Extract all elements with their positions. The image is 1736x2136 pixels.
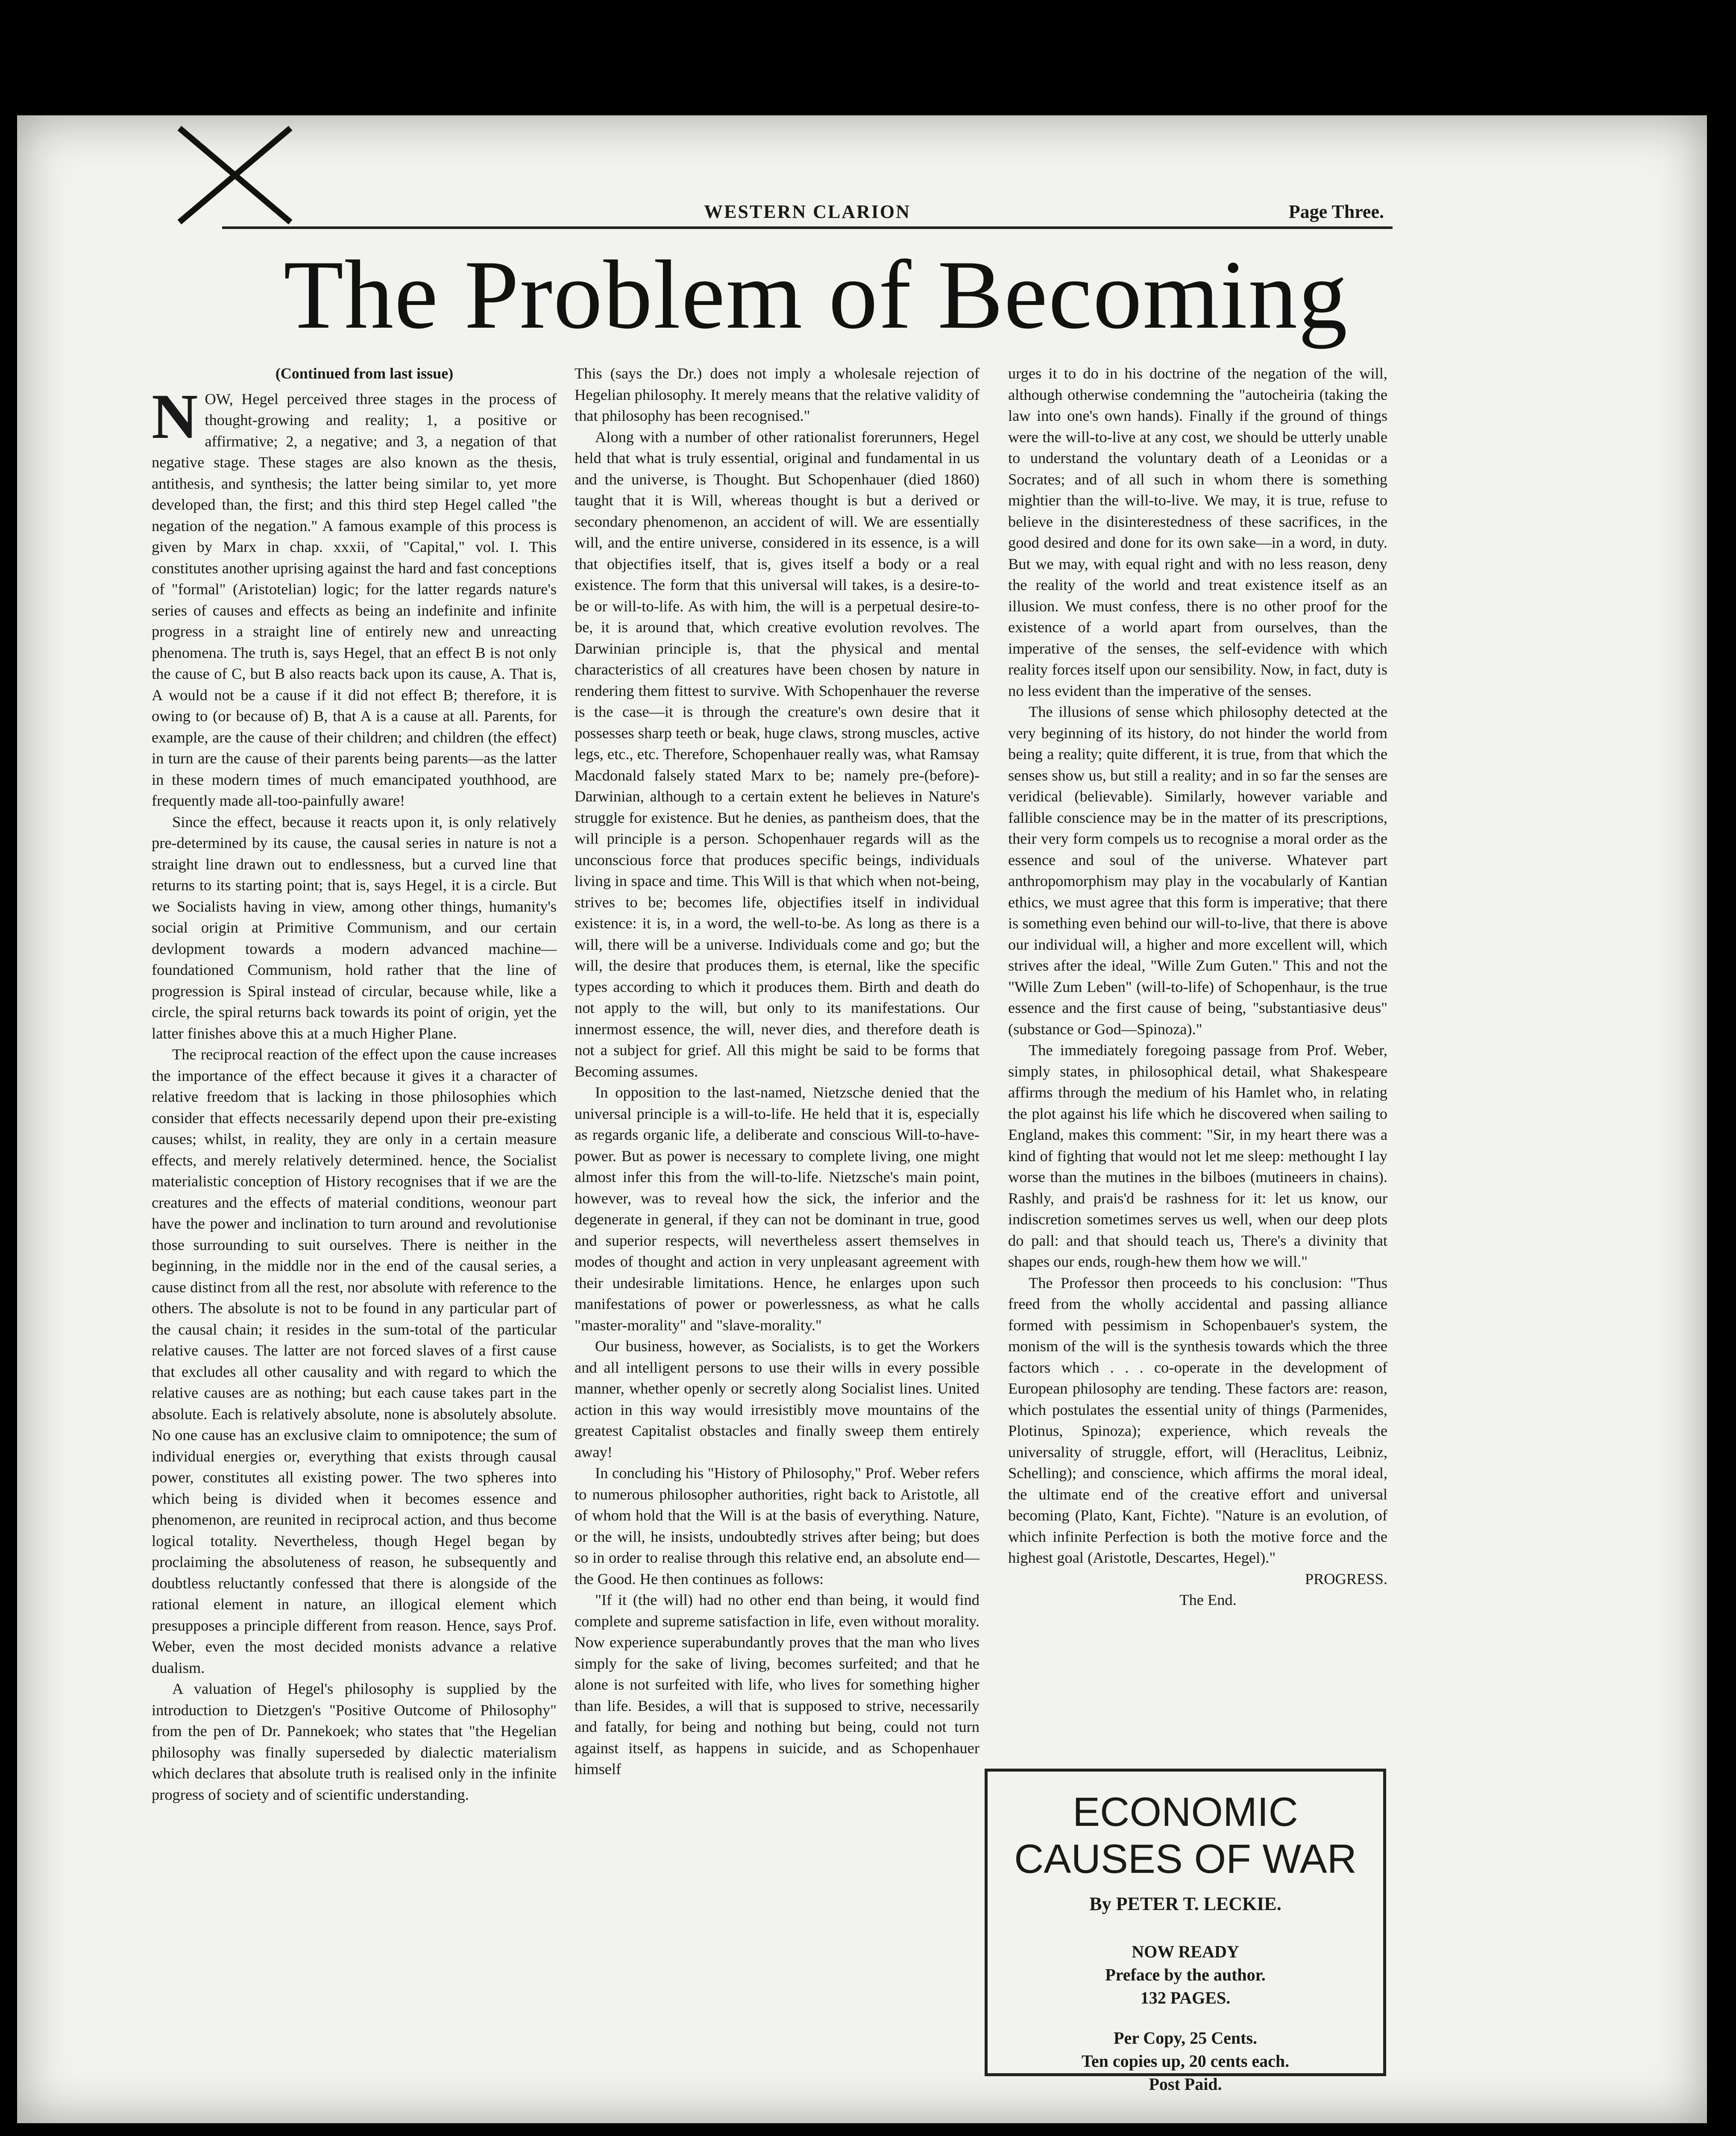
advertisement-frame [985, 1769, 1386, 2094]
paragraph-text: OW, Hegel perceived three stages in the process of thought-growing and reality; 1, a positive or affirmative; 2, a negative; and 3, a negation of that negative stage. These stages are also known as the thesis, antithesis, and synthesis; the latter being similar to, yet more developed than, the first; and this third step Hegel called "the negation of the negation." A famous example of this process is given by Marx in chap. xxxii, of "Capital," vol. I. This constitutes another uprising against the hard and fast conceptions of "formal" (Aristotelian) logic; for the latter regards nature's series of causes and effects as being an indefinite and infinite progress in a straight line of entirely new and unreacting phenomena. The truth is, says Hegel, that an effect B is not only the cause of C, but B also reacts back upon its cause, A. That is, A would not be a cause if it did not effect B; therefore, it is owing to (or because of) B, that A is a cause at all. Parents, for example, are the cause of their children; and children (the effect) in turn are the cause of their parents being parents—as the latter in these modern times of much emancipated youthhood, are frequently made all-too-painfully aware! [152, 390, 557, 809]
article-paragraph: "If it (the will) had no other end than being, it would find complete and supreme satisfaction in life, even without morality. Now experience superabundantly proves that the man who lives simply for the sake of living, becomes surfeited; and that he alone is not surfeited with life, who lives for something higher than life. Besides, a will that is supposed to strive, necessarily and fatally, for being and nothing but being, could not turn against itself, as happens in suicide, and as Schopenhauer himself [575, 1591, 979, 1778]
article-paragraph: In opposition to the last-named, Nietzsche denied that the universal principle is a will-to-life. He held that it is, especially as regards organic life, a deliberate and conscious Will-to-have-power. But as power is necessary to complete living, one might almost infer this from the will-to-life. Nietzsche's main point, however, was to reveal how the sick, the inferior and the degenerate in general, if they can not be dominant in true, good and superior respects, will nevertheless assert themselves in modes of thought and action in very unpleasant agreement with their undesirable limitations. Hence, he enlarges upon such manifestations of power or powerlessness, as what he calls "master-morality" and "slave-morality." [575, 1084, 979, 1334]
ad-author: By PETER T. LECKIE. [1089, 1893, 1281, 1914]
article-paragraph: The reciprocal reaction of the effect upon the cause increases the importance of the effect because it gives it a character of relative freedom that is lacking in those philosophies which consider that effects necessarily depend upon their pre-existing causes; whilst, in reality, they are only in a certain measure effects, and merely relatively determined. hence, the Socialist materialistic conception of History recognises that if we are the creatures and the effects of material conditions, weonour part have the power and inclination to turn around and revolutionise those surrounding to suit ourselves. There is neither in the beginning, in the middle nor in the end of the causal series, a cause distinct from all the rest, nor absolute with reference to the others. The absolute is not to be found in any particular part of the causal chain; it resides in the sum-total of the particular relative causes. The latter are not forced slaves of a first cause that excludes all other causality and with regard to which the relative causes are as nothing; but each cause takes part in the absolute. Each is relatively absolute, none is absolutely absolute. No one cause has an exclusive claim to omnipotence; the sum of individual energies or, everything that exists through causal power, constitutes all existing power. The two spheres into which being is divided when it becomes essence and phenomenon, are reunited in reciprocal action, and thus become logical totality. Nevertheless, though Hegel began by proclaiming the absoluteness of reason, he subsequently and doubtless reluctantly confessed that there is alongside of the rational element in nature, an illogical element which presupposes a principle different from reason. Hence, says Prof. Weber, even the most decided monists advance a relative dualism. [152, 1046, 557, 1676]
ad-bulk-price: Ten copies up, 20 cents each. [1081, 2051, 1290, 2071]
drop-cap: N [152, 381, 198, 452]
paper-name: WESTERN CLARION [704, 201, 911, 222]
ad-preface: Preface by the author. [1105, 1965, 1266, 1984]
article-paragraph: A valuation of Hegel's philosophy is supplied by the introduction to Dietzgen's "Positive Outcome of Philosophy" from the pen of Dr. Pannekoek; who states that "the Hegelian philosophy was finally superseded by dialectic materialism which declares that absolute truth is realised only in the infinite progress of society and of scientific understanding. [152, 1680, 557, 1803]
article-paragraph: Along with a number of other rationalist forerunners, Hegel held that what is truly essential, original and fundamental in us and the universe, is Thought. But Schopenhauer (died 1860) taught that it is Will, whereas thought is but a derived or secondary phenomenon, an accident of will. We are essentially will, and the entire universe, considered in its essence, is a will that objectifies itself, that is, gives itself a body or a real existence. The form that this universal will takes, is a desire-to-be or will-to-life. As with him, the will is a perpetual desire-to-be, it is around that, which creative evolution revolves. The Darwinian principle is, that the physical and mental characteristics of all creatures have been chosen by nature in rendering them fittest to survive. With Schopenhauer the reverse is the case—it is through the creature's own desire that it possesses sharp teeth or beak, huge claws, strong muscles, active legs, etc., etc. Therefore, Schopenhauer really was, what Ramsay Macdonald falsely stated Marx to be; namely pre-(before)-Darwinian, although to a certain extent he believes in Nature's struggle for existence. But he denies, as pantheism does, that the will principle is a person. Schopenhauer regards will as the unconscious force that produces specific beings, individuals living in space and time. This Will is that which when not-being, strives to be; becomes life, objectifies itself in individual existence: it is, in a word, the well-to-be. As long as there is a will, there will be a universe. Individuals come and go; but the will, the desire that produces them, is eternal, like the specific types according to which it produces them. Birth and death do not apply to the will, but only to its manifestations. Our innermost essence, the will, never dies, and therefore death is not a subject for grief. All this might be said to be forms that Becoming assumes. [575, 428, 979, 1080]
advertisement [985, 1341, 1386, 2094]
ad-status: NOW READY [1132, 1942, 1239, 1961]
ad-title: ECONOMIC CAUSES OF WAR [1014, 1789, 1357, 1882]
page-number: Page Three. [1288, 201, 1384, 222]
article-paragraph: Our business, however, as Socialists, is to get the Workers and all intelligent persons to use their wills in every possible manner, whether openly or secretly along Socialist lines. United action in this way would irresistibly move mountains of the greatest Capitalist obstacles and finally sweep them entirely away! [575, 1338, 979, 1461]
signature-text: PROGRESS. [1305, 1570, 1387, 1587]
end-note: The End. [1179, 1591, 1237, 1608]
article-paragraph: The Professor then proceeds to his conclusion: "Thus freed from the wholly accidental and passing alliance formed with pessimism in Schopenbauer's system, the monism of the will is the synthesis towards which the three factors which . . . co-operate in the development of European philosophy are tending. These factors are: reason, which postulates the essential unity of things (Parmenides, Plotinus, Spinoza); experience, which reveals the universality of struggle, effort, will (Heraclitus, Leibniz, Schelling); and conscience, which affirms the moral ideal, the ultimate end of the creative effort and universal becoming (Plato, Kant, Fichte). "Nature is an evolution, of which infinite Perfection is both the motive force and the highest goal (Aristotle, Descartes, Hegel)." [1008, 1274, 1387, 1566]
ad-price: Per Copy, 25 Cents. [1114, 2028, 1257, 2048]
article-paragraph: urges it to do in his doctrine of the negation of the will, although otherwise condemning the "autocheiria (taking the law into one's own hands). Finally if the ground of things were the will-to-live at any cost, we should be utterly unable to understand the voluntary death of a Leonidas or a Socrates; and of all such in whom there is something mightier than the will-to-live. We may, it is true, refuse to believe in the disinterestedness of these sacrifices, in the good desired and done for its own sake—in a word, in duty. But we may, with equal right and with no less reason, deny the reality of the world and treat existence itself as an illusion. We must confess, there is no other proof for the existence of a world apart from ourselves, than the imperative of the senses, the self-evidence with which reality forces itself upon our sensibility. Now, in fact, duty is no less evident than the imperative of the senses. [1008, 365, 1387, 699]
article-paragraph: In concluding his "History of Philosophy," Prof. Weber refers to numerous philosopher authorities, right back to Aristotle, all of whom hold that the Will is at the basis of everything. Nature, or the will, he insists, undoubtedly strives after being; but does so in order to realise through this relative end, an absolute end—the Good. He then continues as follows: [575, 1464, 979, 1587]
article-column-1 [152, 363, 557, 2080]
running-head [222, 201, 1393, 229]
ad-postage: Post Paid. [1149, 2074, 1222, 2094]
article-column-3 [1008, 363, 1387, 1608]
article-paragraph: This (says the Dr.) does not imply a wholesale rejection of Hegelian philosophy. It merely means that the relative validity of that philosophy has been recognised." [575, 365, 979, 424]
continued-note: (Continued from last issue) [275, 365, 454, 382]
article-paragraph [152, 381, 557, 812]
article-column-2 [575, 363, 979, 2080]
article-paragraph: Since the effect, because it reacts upon it, is only relatively pre-determined by its cause, the causal series in nature is not a straight line drawn out to endlessness, but a curved line that returns to its starting point; that is, says Hegel, it is a circle. But we Socialists having in view, among other things, humanity's social origin at Primitive Communism, and our certain devlopment towards a modern advanced machine—foundationed Communism, hold rather that the line of progression is Spiral instead of circular, because while, like a circle, the spiral returns back towards its point of origin, yet the latter finishes above this at a much Higher Plane. [152, 813, 557, 1042]
article-headline: The Problem of Becoming [283, 240, 1349, 349]
ad-spacer [996, 2010, 1375, 2027]
ad-pages: 132 PAGES. [1140, 1988, 1231, 2007]
article-paragraph: The immediately foregoing passage from Prof. Weber, simply states, in philosophical detail, what Shakespeare affirms through the medium of his Hamlet who, in relating the plot against his life which he discovered when sailing to England, makes this comment: "Sir, in my heart there was a kind of fighting that would not let me sleep: methought I lay worse than the mutines in the bilboes (mutineers in chains). Rashly, and prais'd be rashness for it: let us know, our indiscretion sometimes serves us well, when our deep plots do pall: and that should teach us, There's a divinity that shapes our ends, rough-hew them how we will." [1008, 1042, 1387, 1270]
article-paragraph: The illusions of sense which philosophy detected at the very beginning of its history, do not hinder the world from being a reality; quite different, it is true, from that which the senses show us, but still a reality; and in so far the senses are veridical (believable). Similarly, however variable and fallible conscience may be in the matter of its prescriptions, their very form compels us to recognise a moral order as the essence and soul of the universe. Whatever part anthropomorphism may play in the vocabularly of Kantian ethics, we must agree that this form is imperative; that there is something even behind our will-to-live, that there is above our individual will, a higher and more excellent will, which strives after the ideal, "Wille Zum Guten." This and not the "Wille Zum Leben" (will-to-life) of Schopenhaur, is the true essence and the first cause of being, "substantiasive deus" (substance or God—Spinoza)." [1008, 703, 1387, 1038]
